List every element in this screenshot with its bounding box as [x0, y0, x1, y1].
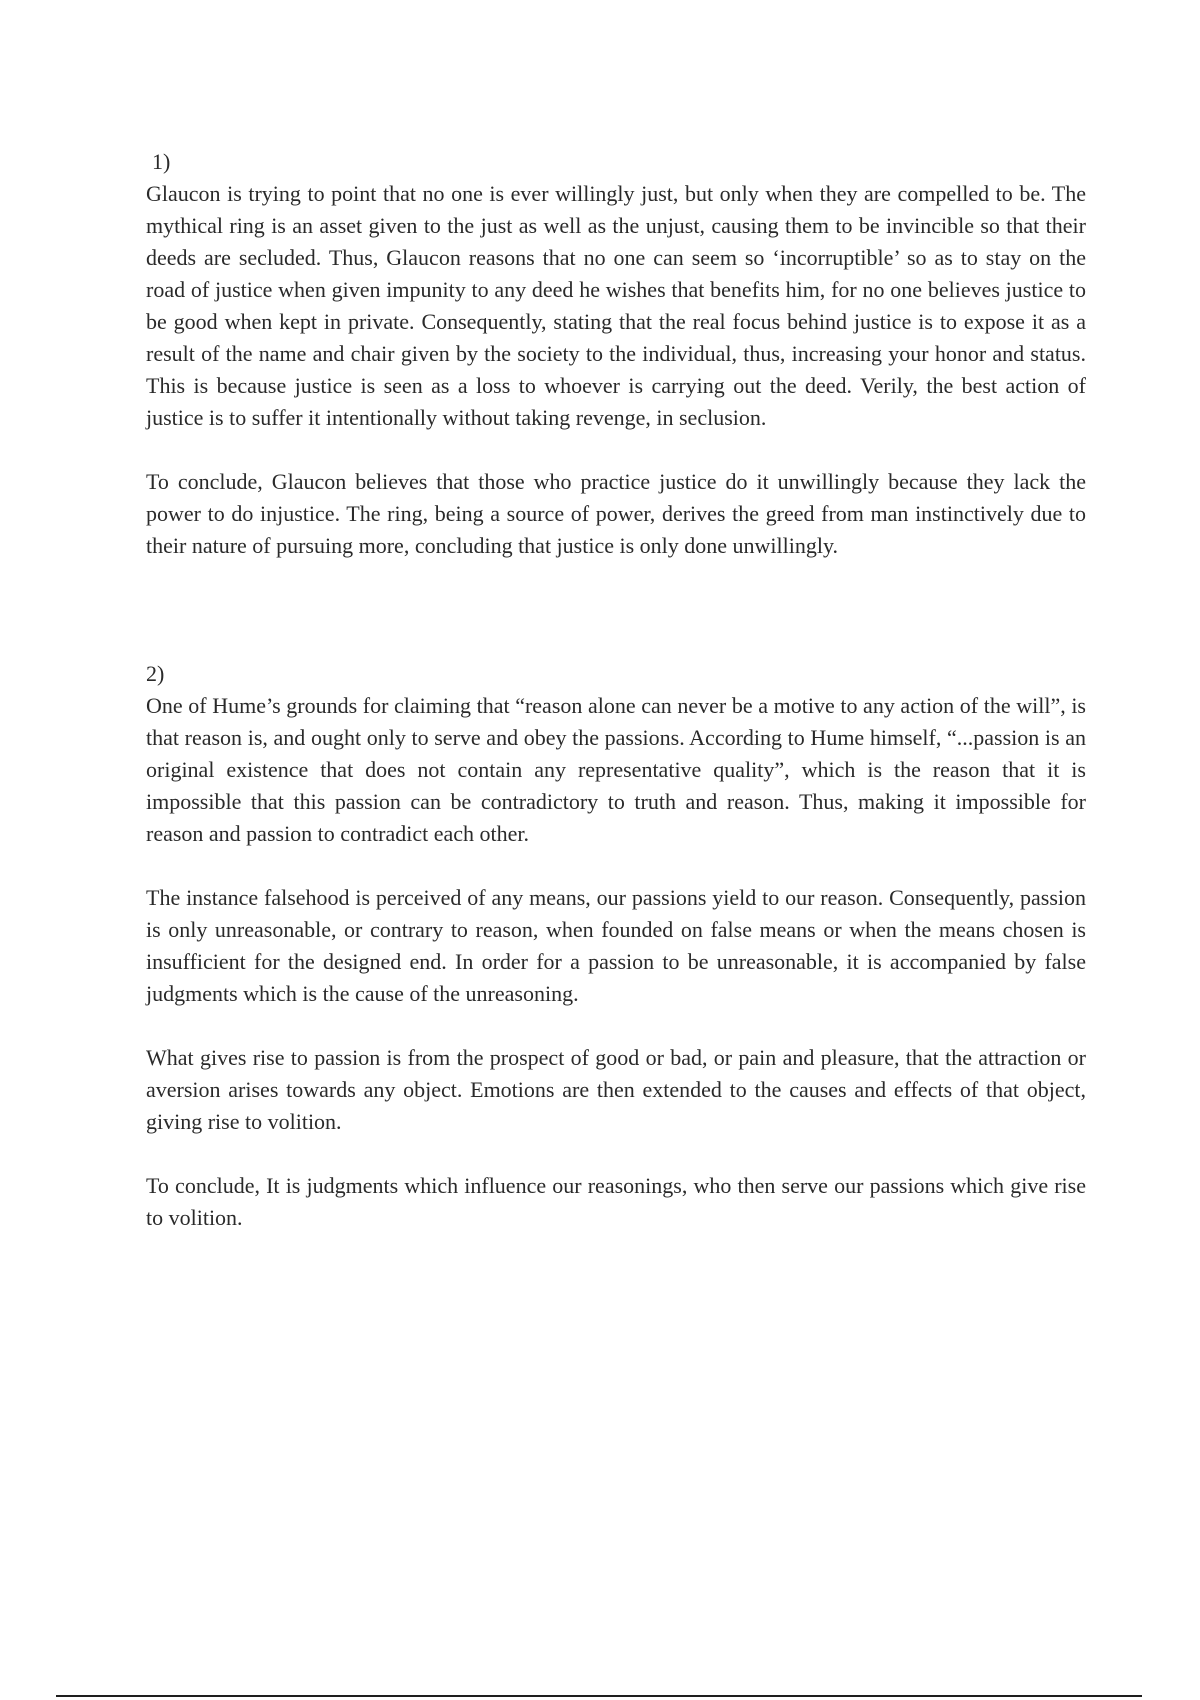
- paragraph: The instance falsehood is perceived of any means, our passions yield to our reason. Consequently, passion is only unreasonable, or contrary to reason, when founded on false means or when the means chosen is insufficient for the designed end. In order for a passion to be unreasonable, it is accompanied by false judgments which is the cause of the unreasoning.: [146, 885, 1086, 1006]
- paragraph: To conclude, Glaucon believes that those who practice justice do it unwillingly because they lack the power to do injustice. The ring, being a source of power, derives the greed from man instinctively due to their nature of pursuing more, concluding that justice is only done unwillingly.: [146, 469, 1086, 558]
- paragraph: Glaucon is trying to point that no one is ever willingly just, but only when they are compelled to be. The mythical ring is an asset given to the just as well as the unjust, causing them to be invincible so that their deeds are secluded. Thus, Glaucon reasons that no one can seem so ‘incorruptible’ so as to stay on the road of justice when given impunity to any deed he wishes that benefits him, for no one believes justice to be good when kept in private. Consequently, stating that the real focus behind justice is to expose it as a result of the name and chair given by the society to the individual, thus, increasing your honor and status. This is because justice is seen as a loss to whoever is carrying out the deed. Verily, the best action of justice is to suffer it intentionally without taking revenge, in seclusion.: [146, 181, 1086, 430]
- document-body: [146, 146, 1086, 1234]
- paragraph: To conclude, It is judgments which influence our reasonings, who then serve our passions which give rise to volition.: [146, 1173, 1086, 1230]
- section-1: [146, 146, 1086, 562]
- section-number: 2): [146, 661, 165, 686]
- section-number: 1): [152, 149, 171, 174]
- paragraph: What gives rise to passion is from the prospect of good or bad, or pain and pleasure, that the attraction or aversion arises towards any object. Emotions are then extended to the causes and effects of that object, giving rise to volition.: [146, 1045, 1086, 1134]
- section-2: [146, 658, 1086, 1234]
- bottom-divider: [56, 1695, 1142, 1697]
- paragraph: One of Hume’s grounds for claiming that “reason alone can never be a motive to any action of the will”, is that reason is, and ought only to serve and obey the passions. According to Hume himself, “...passion is an original existence that does not contain any representative quality”, which is the reason that it is impossible that this passion can be contradictory to truth and reason. Thus, making it impossible for reason and passion to contradict each other.: [146, 693, 1086, 846]
